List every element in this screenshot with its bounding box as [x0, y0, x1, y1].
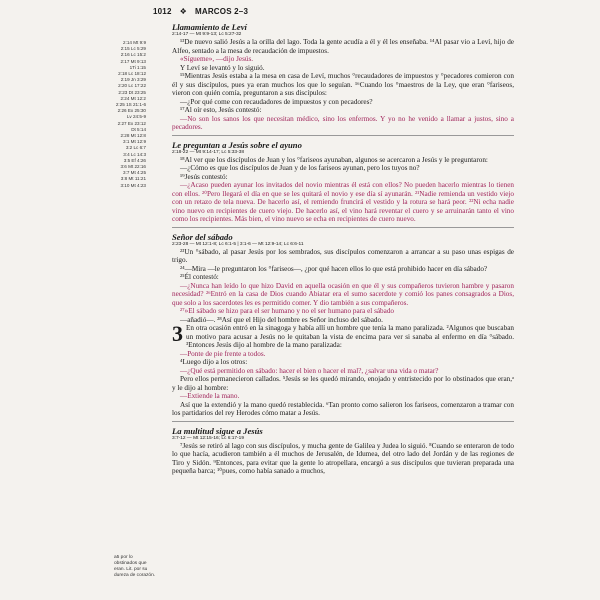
margin-ref: 1Ti 1:15	[129, 64, 146, 70]
verse-paragraph: ⁴Luego dijo a los otros:	[180, 358, 248, 366]
verse-paragraph: ²³Un °sábado, al pasar Jesús por los sembrados, sus discípulos comenzaron a arrancar a su paso unas espigas de trigo.	[172, 247, 514, 264]
verse-paragraph: —Ponte de pie frente a todos.	[180, 349, 266, 358]
section-divider	[172, 135, 514, 136]
verse-paragraph: Así que la extendió y la mano quedó restablecida. ⁶Tan pronto como salieron los fariseos, comenzaron a tramar con los partidarios del rey Herodes cómo matar a Jesús.	[172, 400, 514, 417]
verse-paragraph: —Extiende la mano.	[180, 392, 240, 400]
verse-paragraph: ²⁴—Mira —le preguntaron los °fariseos—, ¿por qué hacen ellos lo que está prohibido hacer en día sábado?	[180, 264, 488, 273]
parallel-refs: 2:23-28 — Mt 12:1-8; Lc 6:1-5 | 3:1-6 — Mt 12:9-14; Lc 6:6-11	[172, 241, 304, 247]
chapter-3	[172, 321, 514, 418]
margin-ref: 2:28 Mt 12:8	[120, 133, 146, 139]
margin-ref: 2:27 Ex 23:12	[117, 120, 146, 126]
verse-paragraph: ²⁷»El sábado se hizo para el ser humano y no el ser humano para el sábado	[180, 307, 395, 315]
parallel-refs: 2:14-17 — Mt 9:9-13; Lc 5:27-32	[172, 32, 242, 37]
margin-cross-references	[108, 40, 146, 189]
running-title: MARCOS 2–3	[194, 7, 249, 16]
verse-paragraph: Pero ellos permanecieron callados. ⁵Jesús se les quedó mirando, enojado y entristecido por lo obstinados que eran,ᵃ y le dijo al hombre:	[172, 375, 514, 392]
verse-paragraph: ¹⁹Jesús contestó:	[180, 172, 228, 181]
margin-ref: 3:1 Mt 12:9	[123, 139, 146, 145]
margin-ref: 2:20 Lc 17:22	[118, 83, 146, 89]
verse-paragraph: —¿Acaso pueden ayunar los invitados del novio mientras él está con ellos? No pueden hacerlo mientras lo tienen con ellos. ²⁰Pero llegará el día en que se les quitará el novio y ese día sí ayunarán. ²¹Nadie remienda un vestido viejo con un retazo de tela nueva. De hacerlo así, el remiendo fruncirá el vestido y la rotura se hará peor. ²²Ni echa nadie vino nuevo en recipientes de cuero viejo. De hacerlo así, el vino hará reventar el cuero y se arruinarán tanto el vino como los recipientes. Más bien, el vino nuevo se echa en recipientes de cuero nuevo.	[172, 181, 514, 223]
verse-paragraph: ¹⁸Al ver que los discípulos de Juan y los °fariseos ayunaban, algunos se acercaron a Jesús y le preguntaron:	[180, 155, 488, 164]
verse-paragraph: ¹⁷Al oír esto, Jesús contestó:	[180, 106, 262, 114]
main-text-column	[172, 18, 514, 476]
footnote: a5 por lo obstinados que eran. Lit. por su dureza de corazón.	[114, 555, 156, 578]
margin-ref: 2:19 Jn 3:29	[120, 77, 146, 83]
margin-ref: 3:7 Mt 4:25	[123, 170, 146, 176]
margin-ref: 2:23 Dt 23:25	[118, 89, 146, 95]
verse-paragraph: ¹³De nuevo salió Jesús a la orilla del lago. Toda la gente acudía a él y él les enseñaba. ¹⁴Al pasar vio a Leví, hijo de Alfeo, sentado a la mesa de recaudación de impuestos.	[172, 38, 514, 55]
margin-ref: 2:15 Lc 5:29	[120, 46, 146, 52]
margin-ref: 3:5 Ef 4:26	[123, 157, 146, 163]
margin-ref: 3:10 Mt 4:23	[120, 182, 146, 188]
verse-paragraph: —No son los sanos los que necesitan médico, sino los enfermos. Y yo no he venido a llamar a justos, sino a pecadores.	[172, 114, 514, 131]
margin-ref: 2:26 Ex 25:30	[117, 108, 146, 114]
margin-ref: Dt 5:14	[131, 126, 146, 132]
chapter-drop-cap: 3	[172, 321, 183, 346]
verse-paragraph: —¿Cómo es que los discípulos de Juan y de los fariseos ayunan, pero los tuyos no?	[180, 164, 420, 172]
margin-ref: 2:14 Mt 9:9	[123, 40, 146, 45]
margin-ref: 3:4 Lc 14:3	[123, 151, 146, 157]
verse-paragraph: En otra ocasión entró en la sinagoga y había allí un hombre que tenía la mano paralizada. ²Algunos que buscaban un motivo para acusar a Jesús no le quitaban la vista de encima para ver si sanaba al enfermo en día °sábado. ³Entonces Jesús dijo al hombre de la mano paralizada:	[186, 324, 514, 349]
verse-paragraph: —¿Por qué come con recaudadores de impuestos y con pecadores?	[180, 97, 373, 106]
parallel-refs: 3:7-12 — Mt 12:15-16; Lc 6:17-19	[172, 435, 244, 441]
section-heading: Llamamiento de Leví	[172, 22, 247, 32]
margin-ref: 2:18 Lc 18:12	[118, 71, 146, 77]
verse-paragraph: —añadió—. ²⁸Así que el Hijo del hombre es Señor incluso del sábado.	[180, 315, 383, 324]
margin-ref: 2:16 Lc 15:2	[120, 52, 146, 58]
margin-ref: 3:8 Mt 11:21	[120, 176, 146, 182]
section-heading: Le preguntan a Jesús sobre el ayuno	[172, 139, 302, 150]
verse-paragraph: «Sígueme», —dijo Jesús.	[180, 55, 254, 63]
margin-ref: 2:25 1S 21:1-6	[115, 102, 146, 108]
page-header	[153, 7, 248, 16]
verse-paragraph: ²⁵Él contestó:	[180, 273, 219, 281]
section-heading: La multitud sigue a Jesús	[172, 425, 263, 436]
section-heading: Señor del sábado	[172, 231, 233, 242]
parallel-refs: 2:18-22 — Mt 9:14-17; Lc 5:33-38	[172, 149, 244, 155]
page-number: 1012	[153, 7, 172, 16]
margin-ref: Lv 24:5-9	[126, 114, 146, 120]
margin-ref: 2:24 Mt 12:2	[120, 95, 146, 101]
margin-ref: 3:2 Lc 6:7	[125, 145, 146, 151]
margin-ref: 3:6 Mt 22:16	[120, 164, 146, 170]
verse-paragraph: ¹⁵Mientras Jesús estaba a la mesa en casa de Leví, muchos °recaudadores de impuestos y °pecadores comieron con él y sus discípulos, pues ya eran muchos los que lo seguían. ¹⁶Cuando los °maestros de la Ley, que eran °fariseos, vieron con quién comía, preguntaron a sus discípulos:	[172, 72, 514, 97]
verse-paragraph: —¿Qué está permitido en sábado: hacer el bien o hacer el mal?, ¿salvar una vida o matar?	[180, 366, 439, 375]
margin-ref: 2:17 Mt 9:13	[120, 58, 146, 64]
section-divider	[172, 227, 514, 228]
verse-paragraph: Y Leví se levantó y lo siguió.	[180, 63, 265, 72]
section-divider	[172, 421, 514, 422]
verse-paragraph: —¿Nunca han leído lo que hizo David en aquella ocasión en que él y sus compañeros tuvieron hambre y pasaron necesidad? ²⁶Entró en la casa de Dios cuando Abiatar era el sumo sacerdote y comió los panes consagrados a Dios, que solo a los sacerdotes les es permitido comer. Y dio también a sus compañeros.	[172, 281, 514, 307]
ornament-icon: ❖	[179, 7, 187, 16]
verse-paragraph: ⁷Jesús se retiró al lago con sus discípulos, y mucha gente de Galilea y Judea lo siguió. ⁸Cuando se enteraron de todo lo que hacía, acudieron también a él muchos de Jerusalén, de Idumea, del otro lado del Jordán y de las regiones de Tiro y Sidón. ⁹Entonces, para evitar que la gente lo atropellara, encargó a sus discípulos que tuvieran preparada una pequeña barca; ¹⁰pues, como había sanado a muchos,	[172, 441, 514, 475]
